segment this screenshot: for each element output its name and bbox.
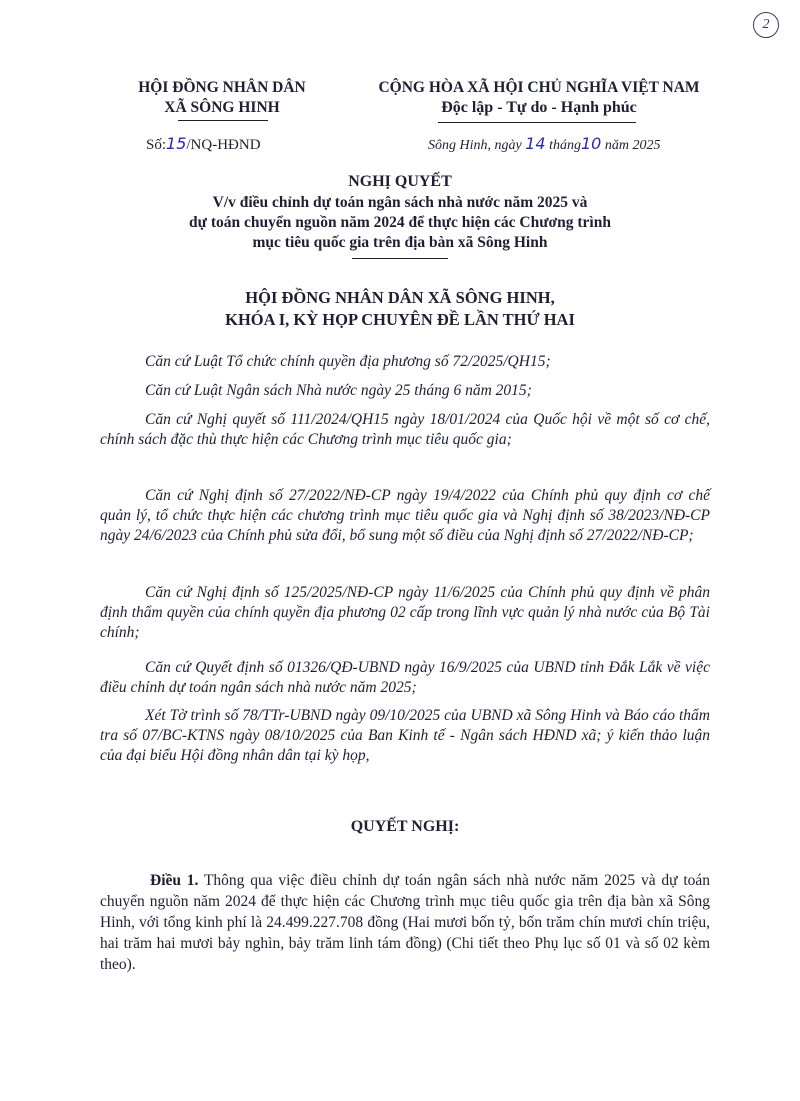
agency-line-1: HỘI ĐỒNG NHÂN DÂN	[138, 79, 306, 96]
article-1-label: Điều 1.	[150, 872, 199, 889]
doc-number-handwritten: 15	[166, 134, 187, 153]
doc-number-prefix: Số:	[146, 137, 167, 153]
legal-basis-3: Căn cứ Nghị quyết số 111/2024/QH15 ngày 18/01/2024 của Quốc hội về một số cơ chế, chính sách đặc thù thực hiện các Chương trình mục tiêu quốc gia;	[100, 411, 710, 448]
council-line-2: KHÓA I, KỲ HỌP CHUYÊN ĐỀ LẦN THỨ HAI	[225, 310, 575, 329]
agency-underline	[178, 120, 268, 121]
motto-underline	[438, 122, 636, 123]
council-heading	[100, 287, 700, 331]
issuing-agency	[118, 78, 326, 118]
legal-basis-5: Căn cứ Nghị định số 125/2025/NĐ-CP ngày 11/6/2025 của Chính phủ quy định về phân định thẩm quyền của chính quyền địa phương 02 cấp trong lĩnh vực quản lý nhà nước của Bộ Tài chính;	[100, 584, 710, 641]
document-title	[100, 171, 700, 253]
subject-line-2: dự toán chuyển nguồn năm 2024 để thực hiện các Chương trình	[189, 214, 611, 231]
subject-line-1: V/v điều chỉnh dự toán ngân sách nhà nước năm 2025 và	[212, 194, 588, 211]
page-number-mark: 2	[753, 12, 779, 38]
legal-basis-7: Xét Tờ trình số 78/TTr-UBND ngày 09/10/2025 của UBND xã Sông Hinh và Báo cáo thẩm tra số 07/BC-KTNS ngày 08/10/2025 của Ban Kinh tế - Ngân sách HĐND xã; ý kiến thảo luận của đại biểu Hội đồng nhân dân tại kỳ họp,	[100, 707, 710, 764]
date-month-label: tháng	[549, 138, 581, 153]
subject-line-3: mục tiêu quốc gia trên địa bàn xã Sông Hinh	[252, 234, 548, 251]
date-month: 10	[580, 134, 602, 153]
legal-basis-1: Căn cứ Luật Tổ chức chính quyền địa phương số 72/2025/QH15;	[145, 353, 551, 370]
agency-line-2: XÃ SÔNG HINH	[164, 99, 280, 116]
date-year: năm 2025	[604, 138, 661, 153]
council-line-1: HỘI ĐỒNG NHÂN DÂN XÃ SÔNG HINH,	[245, 288, 555, 307]
doc-number-suffix: /NQ-HĐND	[186, 137, 261, 153]
country-line: CỘNG HÒA XÃ HỘI CHỦ NGHĨA VIỆT NAM	[378, 79, 700, 96]
document-number	[146, 134, 261, 154]
article-1-text: Thông qua việc điều chỉnh dự toán ngân sách nhà nước năm 2025 và dự toán chuyển nguồn năm 2024 để thực hiện các Chương trình mục tiêu quốc gia trên địa bàn xã Sông Hinh, với tổng kinh phí là 24.499.227.708 đồng (Hai mươi bốn tỷ, bốn trăm chín mươi chín triệu, hai trăm hai mươi bảy nghìn, bảy trăm linh tám đồng) (Chi tiết theo Phụ lục số 01 và số 02 kèm theo).	[100, 872, 711, 973]
decision-label: QUYẾT NGHỊ:	[350, 818, 460, 835]
motto: Độc lập - Tự do - Hạnh phúc	[441, 99, 637, 116]
date-prefix: Sông Hinh, ngày	[428, 138, 522, 153]
national-header	[345, 78, 733, 118]
legal-basis-2: Căn cứ Luật Ngân sách Nhà nước ngày 25 tháng 6 năm 2015;	[145, 382, 532, 399]
legal-basis-6: Căn cứ Quyết định số 01326/QĐ-UBND ngày 16/9/2025 của UBND tỉnh Đắk Lắk về việc điều chỉnh dự toán ngân sách nhà nước năm 2025;	[100, 659, 710, 696]
article-1	[100, 870, 710, 975]
issue-date	[428, 134, 660, 154]
date-day: 14	[525, 134, 546, 153]
legal-basis-4: Căn cứ Nghị định số 27/2022/NĐ-CP ngày 19/4/2022 của Chính phủ quy định cơ chế quản lý, tổ chức thực hiện các chương trình mục tiêu quốc gia và Nghị định số 38/2023/NĐ-CP ngày 24/6/2023 của Chính phủ sửa đổi, bổ sung một số điều của Nghị định số 27/2022/NĐ-CP;	[100, 487, 710, 544]
doc-type: NGHỊ QUYẾT	[348, 173, 452, 190]
subject-underline	[352, 258, 448, 259]
